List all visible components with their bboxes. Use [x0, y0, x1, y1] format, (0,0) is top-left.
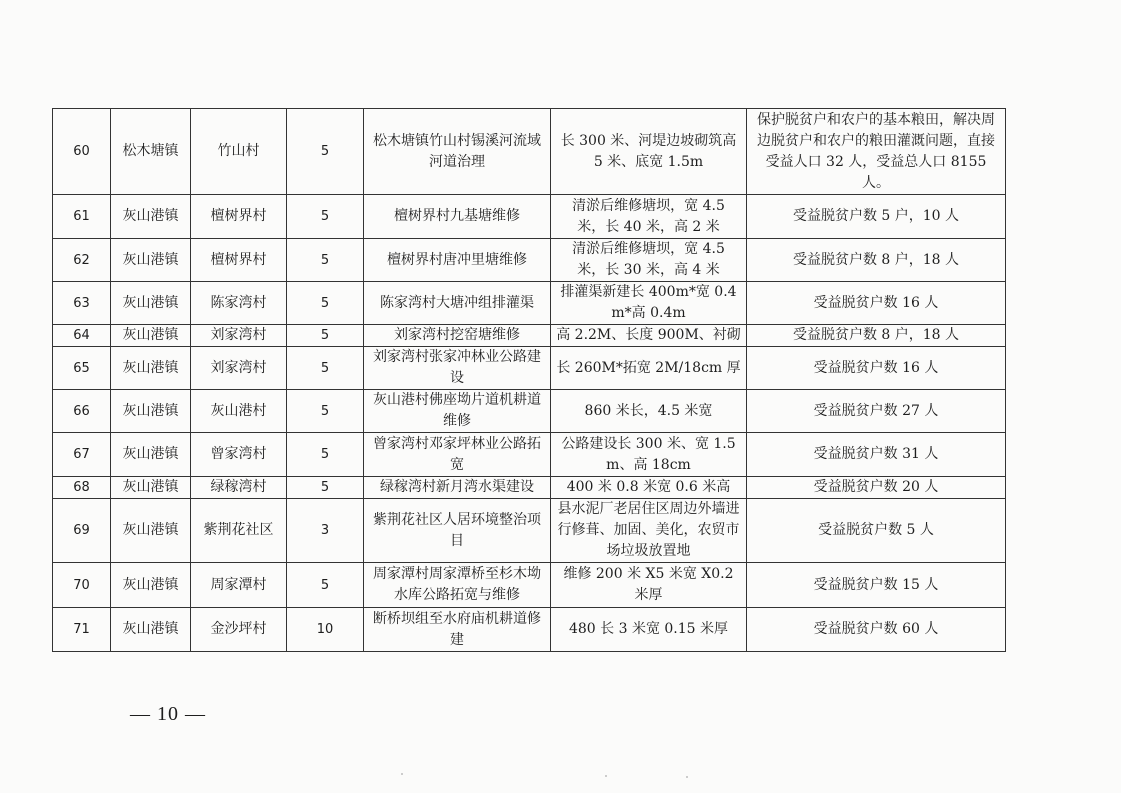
table-row — [53, 477, 1006, 499]
row-number-cell: 60 — [53, 109, 111, 195]
construction-scale-cell: 县水泥厂老居住区周边外墙进行修葺、加固、美化，农贸市场垃圾放置地 — [551, 499, 747, 563]
project-name-cell: 周家潭村周家潭桥至杉木坳水库公路拓宽与维修 — [364, 563, 551, 608]
benefit-cell: 受益脱贫户数 15 人 — [747, 563, 1006, 608]
benefit-cell: 受益脱贫户数 16 人 — [747, 282, 1006, 325]
town-cell: 灰山港镇 — [111, 325, 191, 347]
table-row — [53, 390, 1006, 433]
village-cell: 竹山村 — [191, 109, 287, 195]
fund-amount-cell: 10 — [287, 608, 364, 652]
row-number-cell: 67 — [53, 433, 111, 477]
town-cell: 灰山港镇 — [111, 477, 191, 499]
benefit-cell: 受益脱贫户数 5 户，10 人 — [747, 195, 1006, 239]
village-cell: 灰山港村 — [191, 390, 287, 433]
village-cell: 绿稼湾村 — [191, 477, 287, 499]
row-number-cell: 64 — [53, 325, 111, 347]
fund-amount-cell: 5 — [287, 347, 364, 390]
construction-scale-cell: 排灌渠新建长 400m*宽 0.4m*高 0.4m — [551, 282, 747, 325]
fund-amount-cell: 5 — [287, 390, 364, 433]
fund-amount-cell: 5 — [287, 325, 364, 347]
construction-scale-cell: 公路建设长 300 米、宽 1.5m、高 18cm — [551, 433, 747, 477]
village-cell: 檀树界村 — [191, 195, 287, 239]
town-cell: 灰山港镇 — [111, 390, 191, 433]
construction-scale-cell: 高 2.2M、长度 900M、衬砌 — [551, 325, 747, 347]
row-number-cell: 71 — [53, 608, 111, 652]
town-cell: 灰山港镇 — [111, 239, 191, 282]
village-cell: 紫荆花社区 — [191, 499, 287, 563]
table-body — [53, 109, 1006, 652]
benefit-cell: 受益脱贫户数 16 人 — [747, 347, 1006, 390]
town-cell: 灰山港镇 — [111, 499, 191, 563]
project-name-cell: 松木塘镇竹山村锡溪河流域河道治理 — [364, 109, 551, 195]
benefit-cell: 受益脱贫户数 60 人 — [747, 608, 1006, 652]
table-row — [53, 282, 1006, 325]
table-row — [53, 433, 1006, 477]
fund-amount-cell: 5 — [287, 195, 364, 239]
fund-amount-cell: 5 — [287, 239, 364, 282]
row-number-cell: 66 — [53, 390, 111, 433]
fund-amount-cell: 5 — [287, 109, 364, 195]
row-number-cell: 65 — [53, 347, 111, 390]
table-row — [53, 239, 1006, 282]
scan-speck — [686, 776, 688, 778]
benefit-cell: 受益脱贫户数 8 户，18 人 — [747, 239, 1006, 282]
benefit-cell: 保护脱贫户和农户的基本粮田，解决周边脱贫户和农户的粮田灌溉问题，直接受益人口 32 人，受益总人口 8155 人。 — [747, 109, 1006, 195]
benefit-cell: 受益脱贫户数 27 人 — [747, 390, 1006, 433]
town-cell: 灰山港镇 — [111, 433, 191, 477]
construction-scale-cell: 长 260M*拓宽 2M/18cm 厚 — [551, 347, 747, 390]
benefit-cell: 受益脱贫户数 5 人 — [747, 499, 1006, 563]
scan-speck — [401, 773, 403, 775]
row-number-cell: 63 — [53, 282, 111, 325]
benefit-cell: 受益脱贫户数 31 人 — [747, 433, 1006, 477]
town-cell: 灰山港镇 — [111, 282, 191, 325]
project-name-cell: 灰山港村佛座坳片道机耕道维修 — [364, 390, 551, 433]
fund-amount-cell: 5 — [287, 563, 364, 608]
project-name-cell: 檀树界村九基塘维修 — [364, 195, 551, 239]
town-cell: 灰山港镇 — [111, 347, 191, 390]
project-name-cell: 刘家湾村挖窑塘维修 — [364, 325, 551, 347]
town-cell: 灰山港镇 — [111, 563, 191, 608]
table-row — [53, 347, 1006, 390]
village-cell: 周家潭村 — [191, 563, 287, 608]
page-number: — 10 — — [130, 703, 206, 725]
village-cell: 金沙坪村 — [191, 608, 287, 652]
project-name-cell: 檀树界村唐冲里塘维修 — [364, 239, 551, 282]
construction-scale-cell: 维修 200 米 X5 米宽 X0.2 米厚 — [551, 563, 747, 608]
project-name-cell: 紫荆花社区人居环境整治项目 — [364, 499, 551, 563]
fund-amount-cell: 5 — [287, 477, 364, 499]
project-name-cell: 刘家湾村张家冲林业公路建设 — [364, 347, 551, 390]
benefit-cell: 受益脱贫户数 20 人 — [747, 477, 1006, 499]
table-row — [53, 563, 1006, 608]
scan-speck — [605, 775, 607, 777]
fund-amount-cell: 5 — [287, 282, 364, 325]
town-cell: 灰山港镇 — [111, 608, 191, 652]
village-cell: 刘家湾村 — [191, 325, 287, 347]
construction-scale-cell: 清淤后维修塘坝，宽 4.5 米，长 30 米，高 4 米 — [551, 239, 747, 282]
construction-scale-cell: 400 米 0.8 米宽 0.6 米高 — [551, 477, 747, 499]
fund-amount-cell: 5 — [287, 433, 364, 477]
project-name-cell: 陈家湾村大塘冲组排灌渠 — [364, 282, 551, 325]
construction-scale-cell: 长 300 米、河堤边坡砌筑高 5 米、底宽 1.5m — [551, 109, 747, 195]
town-cell: 灰山港镇 — [111, 195, 191, 239]
table-row — [53, 195, 1006, 239]
table-row — [53, 109, 1006, 195]
project-name-cell: 曾家湾村邓家坪林业公路拓宽 — [364, 433, 551, 477]
village-cell: 曾家湾村 — [191, 433, 287, 477]
table-row — [53, 325, 1006, 347]
construction-scale-cell: 清淤后维修塘坝，宽 4.5 米，长 40 米，高 2 米 — [551, 195, 747, 239]
town-cell: 松木塘镇 — [111, 109, 191, 195]
table-row — [53, 499, 1006, 563]
project-name-cell: 绿稼湾村新月湾水渠建设 — [364, 477, 551, 499]
table-row — [53, 608, 1006, 652]
construction-scale-cell: 480 长 3 米宽 0.15 米厚 — [551, 608, 747, 652]
row-number-cell: 61 — [53, 195, 111, 239]
row-number-cell: 62 — [53, 239, 111, 282]
project-name-cell: 断桥坝组至水府庙机耕道修建 — [364, 608, 551, 652]
project-table — [52, 108, 1006, 652]
row-number-cell: 68 — [53, 477, 111, 499]
village-cell: 刘家湾村 — [191, 347, 287, 390]
benefit-cell: 受益脱贫户数 8 户，18 人 — [747, 325, 1006, 347]
construction-scale-cell: 860 米长，4.5 米宽 — [551, 390, 747, 433]
village-cell: 陈家湾村 — [191, 282, 287, 325]
row-number-cell: 69 — [53, 499, 111, 563]
fund-amount-cell: 3 — [287, 499, 364, 563]
village-cell: 檀树界村 — [191, 239, 287, 282]
row-number-cell: 70 — [53, 563, 111, 608]
